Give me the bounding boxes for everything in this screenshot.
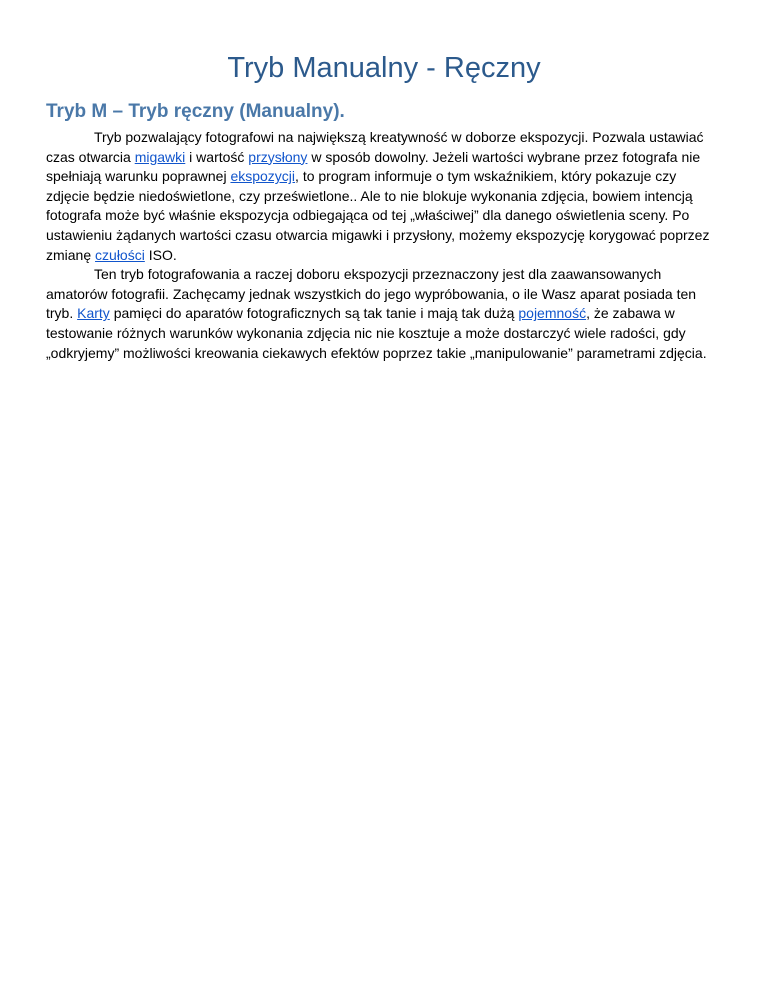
paragraph-1 — [46, 128, 722, 265]
paragraph-text: ISO. — [144, 246, 177, 263]
section-heading: Tryb M – Tryb ręczny (Manualny). — [46, 101, 345, 122]
paragraph-text: , że zabawa w testowanie różnych warunków wykonania zdjęcia nic nie kosztuje a może dostarczyć wiele radości, gdy „odkryjemy” możliwości kreowania ciekawych efektów poprzez takie „manipulowanie” parametrami zdjęcia. — [46, 305, 707, 361]
link-przyslony[interactable]: przysłony — [248, 148, 308, 165]
link-karty[interactable]: Karty — [77, 305, 110, 322]
paragraph-text: , to program informuje o tym wskaźnikiem, który pokazuje czy zdjęcie będzie niedoświetlone, czy prześwietlone.. Ale to nie blokuje wykonania zdjęcia, bowiem intencją fotografa może być właśnie ekspozycja odbiegająca od tej „właściwej” dla danego oświetlenia sceny. Po ustawieniu żądanych wartości czasu otwarcia migawki i przysłony, możemy ekspozycję korygować poprzez zmianę — [46, 168, 710, 263]
paragraph-text: Tryb pozwalający fotografowi na największą kreatywność w doborze ekspozycji. Pozwala ustawiać czas otwarcia — [46, 129, 704, 165]
link-czulosci[interactable]: czułości — [95, 246, 145, 263]
link-migawki[interactable]: migawki — [134, 148, 186, 165]
link-pojemnosc[interactable]: pojemność — [518, 305, 587, 322]
paragraph-text: i wartość — [185, 148, 249, 165]
link-ekspozycji[interactable]: ekspozycji — [230, 168, 296, 185]
paragraph-text: Ten tryb fotografowania a raczej doboru ekspozycji przeznaczony jest dla zaawansowanych amatorów fotografii. Zachęcamy jednak wszystkich do jego wypróbowania, o ile Wasz aparat posiada ten tryb. — [46, 266, 697, 322]
page-title: Tryb Manualny - Ręczny — [227, 52, 541, 84]
paragraph-text: pamięci do aparatów fotograficznych są tak tanie i mają tak dużą — [109, 305, 519, 322]
paragraph-text: w sposób dowolny. Jeżeli wartości wybrane przez fotografa nie spełniają warunku poprawnej — [46, 148, 701, 185]
paragraph-2 — [46, 265, 722, 363]
